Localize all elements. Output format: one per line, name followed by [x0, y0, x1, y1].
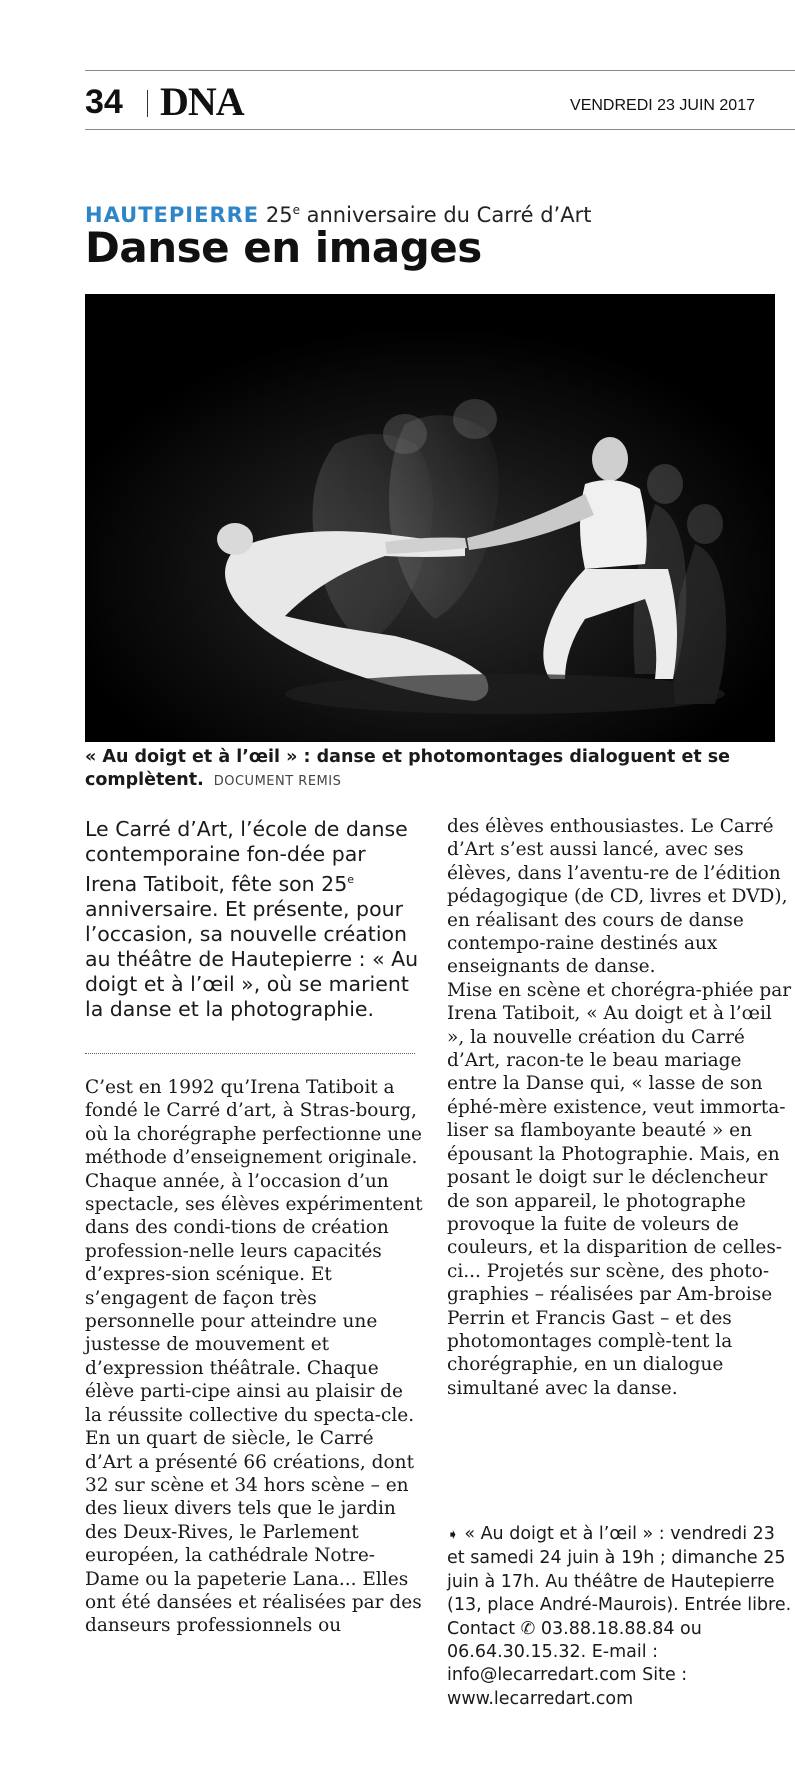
- masthead: [85, 79, 795, 124]
- issue-date: VENDREDI 23 JUIN 2017: [570, 97, 755, 114]
- event-info-box: [447, 1523, 792, 1711]
- caption-text: « Au doigt et à l’œil » : danse et photomontages dialoguent et se complètent.: [85, 747, 731, 790]
- body-paragraph: En un quart de siècle, le Carré d’Art a présenté 66 créations, dont 32 sur scène et 34 hors scène – en des lieux divers tels que le jardin des Deux-Rives, le Parlement européen, la cathédrale Notre-Dame ou la papeterie Lana... Elles ont été dansées et réalisées par des danseurs professionnels ou: [85, 1428, 422, 1637]
- body-paragraph: C’est en 1992 qu’Irena Tatiboit a fondé le Carré d’art, à Stras-bourg, où la chorégraphe perfectionne une méthode d’enseignement originale. Chaque année, à l’occasion d’un spectacle, ses élèves expérimentent dans des condi-tions de création profession-nelle leurs capacités d’expres-sion scénique. Et s’engagent de façon très personnelle pour atteindre une justesse de mouvement et d’expression théâtrale. Chaque élève parti-cipe ainsi au plaisir de la réussite collective du specta-cle.: [85, 1077, 423, 1426]
- kicker-subject: 25e anniversaire du Carré d’Art: [265, 203, 592, 227]
- body-paragraph: Mise en scène et chorégra-phiée par Irena Tatiboit, « Au doigt et à l’œil », la nouvelle création du Carré d’Art, racon-te le beau mariage entre la Danse qui, « lasse de son éphé-mère existence, veut immorta-liser sa flamboyante beauté » en épousant la Photographie. Mais, en posant le doigt sur le déclencheur de son appareil, le photographe provoque la fuite de voleurs de couleurs, et la disparition de celles-ci... Projetés sur scène, des photo-graphies – réalisées par Am-broise Perrin et Francis Gast – et des photomontages complè-tent la chorégraphie, en un dialogue simultané avec la danse.: [447, 979, 792, 1399]
- kicker-location: HAUTEPIERRE: [85, 203, 260, 227]
- masthead-bottom-rule: [85, 129, 795, 130]
- arrow-bullet-icon: ➧: [447, 1527, 459, 1543]
- article-lead: Le Carré d’Art, l’école de danse contemporaine fon-dée par Irena Tatiboit, fête son 25e anniversaire. Et présente, pour l’occasion, sa nouvelle création au théâtre de Hautepierre : « Au doigt et à l’œil », où se marient la danse et la photographie.: [85, 817, 419, 1021]
- stage-floor: [285, 674, 725, 714]
- lead-divider: [85, 1053, 415, 1054]
- event-info-text: « Au doigt et à l’œil » : vendredi 23 et samedi 24 juin à 19h ; dimanche 25 juin à 17h. Au théâtre de Hautepierre (13, place André-Maurois). Entrée libre. Contact ✆ 03.88.18.88.84 ou 06.64.30.15.32. E-mail : info@lecarredart.com Site : www.lecarredart.com: [447, 1524, 792, 1709]
- photo-caption: [85, 746, 785, 793]
- newspaper-logo: DNA: [160, 79, 244, 124]
- article-body-column-1: [85, 1076, 425, 1638]
- photo-credit: DOCUMENT REMIS: [213, 774, 342, 789]
- dance-photo: [85, 294, 775, 742]
- page-number: 34: [85, 83, 123, 121]
- top-rule: [85, 70, 795, 71]
- article-body-column-2: [447, 815, 792, 1400]
- article-headline: Danse en images: [85, 223, 482, 272]
- body-paragraph: des élèves enthousiastes. Le Carré d’Art s’est aussi lancé, avec ses élèves, dans l’aventu-re de l’édition pédagogique (de CD, livres et DVD), en réalisant des cours de danse contempo-raine destinés aux enseignants de danse.: [447, 816, 788, 978]
- masthead-separator: [147, 90, 148, 117]
